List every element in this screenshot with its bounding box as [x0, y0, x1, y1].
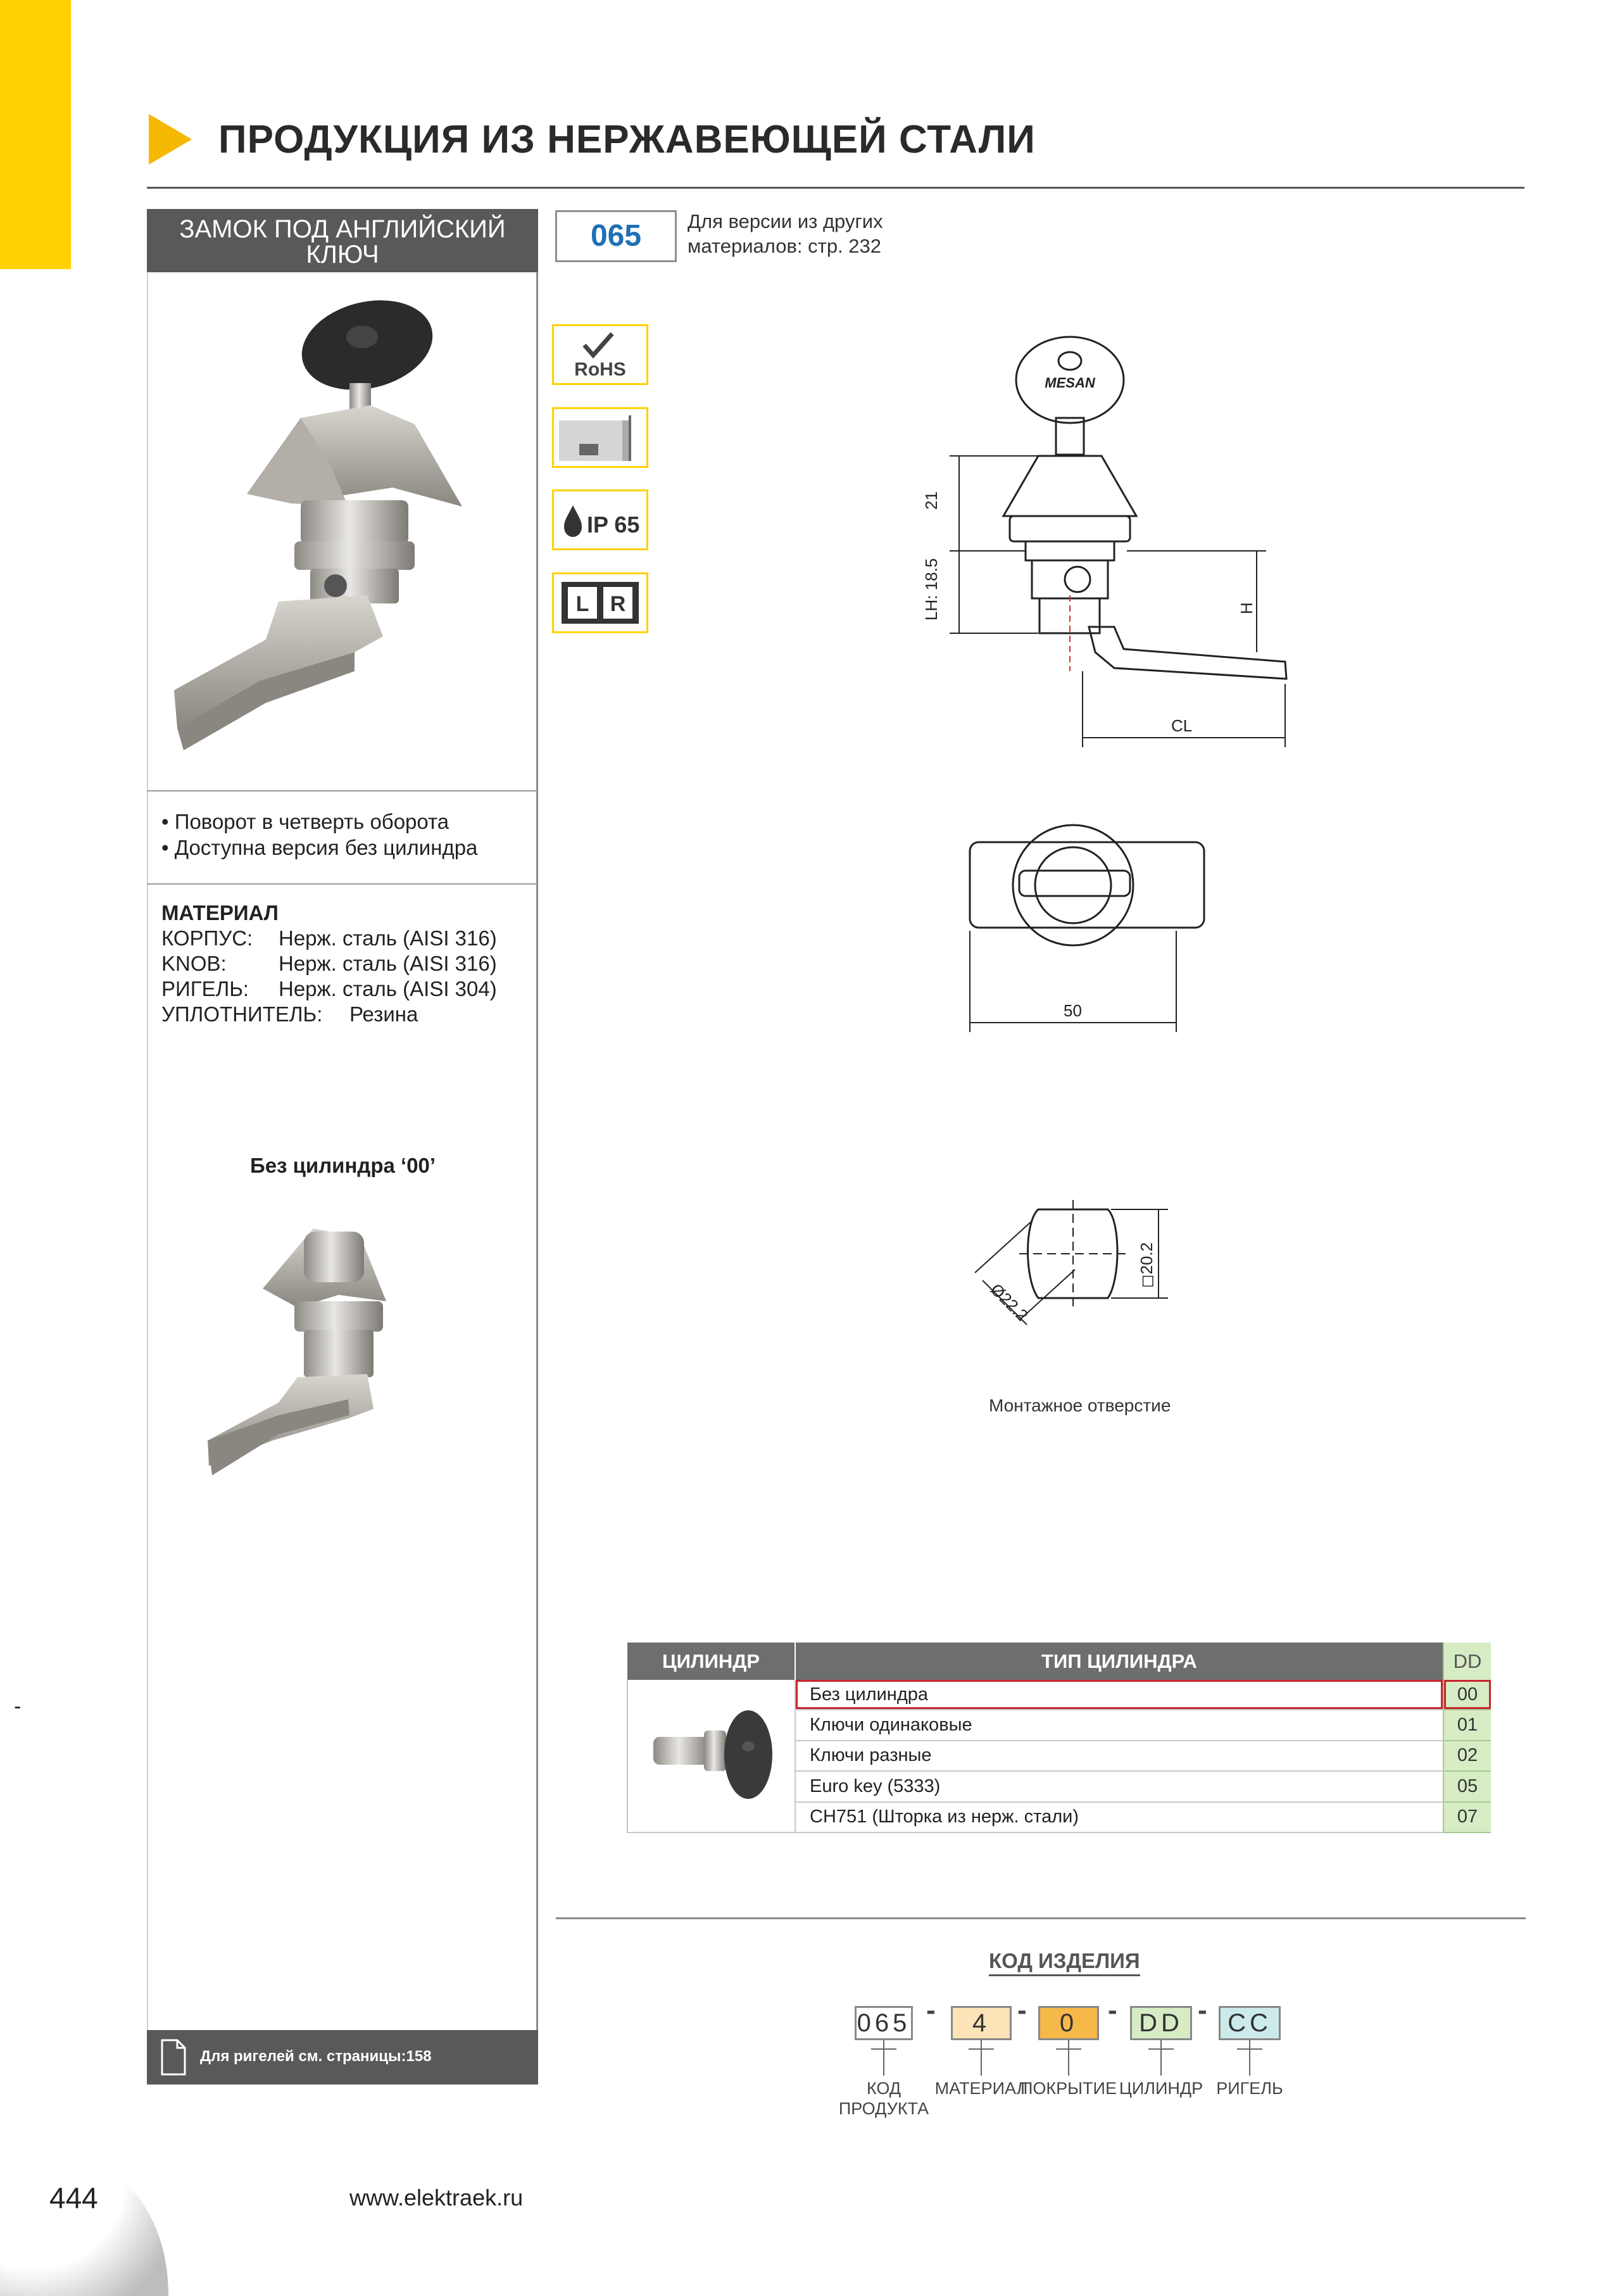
cylinder-code: 01	[1443, 1710, 1491, 1740]
lr-badge	[552, 572, 648, 633]
top-view-drawing	[956, 817, 1222, 1045]
material-value: Нерж. сталь (AISI 316)	[279, 926, 497, 950]
rohs-badge	[552, 324, 648, 385]
right-label: R	[610, 592, 626, 616]
product-name-header	[147, 209, 538, 272]
feature-divider-bottom	[147, 883, 538, 885]
cylinder-code: 02	[1443, 1741, 1491, 1771]
col-code-header: DD	[1443, 1643, 1491, 1680]
code-separator: -	[1108, 1995, 1117, 2026]
code-label-line: ПРОДУКТА	[838, 2099, 929, 2118]
product-photo	[165, 298, 519, 754]
cam-reference-bar	[147, 2030, 538, 2085]
code-label-line: КОД	[866, 2079, 901, 2098]
mounting-hole-caption: Монтажное отверстие	[989, 1396, 1171, 1415]
code-segment-cylinder: DD	[1130, 2006, 1192, 2040]
page-number: 444	[49, 2181, 98, 2214]
rohs-icon	[554, 326, 646, 383]
left-right-icon	[554, 574, 646, 631]
table-header-row	[627, 1643, 1491, 1680]
code-connectors	[848, 2040, 1291, 2078]
cylinder-photo	[628, 1680, 794, 1827]
title-arrow-icon	[149, 114, 192, 165]
no-cylinder-caption: Без цилиндра ‘00’	[250, 1154, 436, 1177]
dim-h: H	[1237, 602, 1256, 614]
cylinder-code: 00	[1443, 1680, 1491, 1710]
material-label: КОРПУС:	[161, 926, 253, 950]
dim-22: Ø22.2	[986, 1279, 1033, 1325]
other-materials-line: материалов: стр. 232	[688, 235, 882, 257]
feature-divider-top	[147, 790, 538, 792]
material-label: KNOB:	[161, 952, 227, 975]
material-row-seal	[161, 1002, 497, 1027]
product-code-box: 065	[555, 210, 677, 262]
code-label-product	[833, 2078, 934, 2119]
col-cylinder-header: ЦИЛИНДР	[627, 1643, 795, 1680]
website-link[interactable]: www.elektraek.ru	[349, 2185, 524, 2211]
code-label-material: МАТЕРИАЛ	[934, 2079, 1028, 2098]
product-name-line2: КЛЮЧ	[306, 241, 379, 268]
material-spec	[161, 900, 497, 1027]
code-label-cylinder: ЦИЛИНДР	[1119, 2079, 1203, 2098]
mounting-hole-drawing	[950, 1184, 1190, 1361]
rohs-label: RoHS	[574, 359, 626, 380]
code-segment-material: 4	[951, 2006, 1012, 2040]
code-section-divider	[556, 1917, 1526, 1919]
left-label: L	[575, 592, 589, 616]
mounting-panel-icon	[554, 409, 646, 466]
cylinder-type: Ключи разные	[795, 1741, 1443, 1771]
code-separator: -	[1017, 1995, 1027, 2026]
material-row-cam	[161, 976, 497, 1002]
cylinder-type: Ключи одинаковые	[795, 1710, 1443, 1740]
side-view-drawing	[912, 329, 1317, 760]
material-value: Нерж. сталь (AISI 304)	[279, 977, 497, 1000]
cylinder-type: CH751 (Шторка из нерж. стали)	[795, 1802, 1443, 1832]
cylinder-photo-cell	[627, 1680, 795, 1832]
title-divider	[147, 187, 1524, 189]
code-label-coating: ПОКРЫТИЕ	[1021, 2079, 1117, 2098]
feature-list	[161, 809, 477, 861]
document-icon	[160, 2039, 186, 2076]
code-segment-product: 065	[855, 2006, 913, 2040]
code-separator: -	[926, 1995, 936, 2026]
code-separator: -	[1198, 1995, 1207, 2026]
dim-21: 21	[922, 491, 941, 510]
cylinder-type: Euro key (5333)	[795, 1771, 1443, 1801]
material-value: Нерж. сталь (AISI 316)	[279, 952, 497, 975]
dim-50: 50	[1064, 1001, 1082, 1020]
material-row-body	[161, 926, 497, 951]
ip-badge	[552, 489, 648, 550]
material-title: МАТЕРИАЛ	[161, 901, 279, 924]
cylinder-code: 05	[1443, 1771, 1491, 1801]
dim-20: ◻20.2	[1137, 1242, 1156, 1289]
cylinder-table	[627, 1643, 1491, 1833]
cylinder-code: 07	[1443, 1802, 1491, 1832]
material-label: РИГЕЛЬ:	[161, 977, 249, 1000]
ip-label: IP 65	[587, 512, 640, 538]
product-name-line1: ЗАМОК ПОД АНГЛИЙСКИЙ	[179, 215, 506, 243]
material-value: Резина	[349, 1002, 418, 1026]
page-title: ПРОДУКЦИЯ ИЗ НЕРЖАВЕЮЩЕЙ СТАЛИ	[218, 118, 1036, 161]
material-row-knob	[161, 951, 497, 976]
ip65-icon	[554, 491, 646, 548]
margin-mark: -	[14, 1694, 22, 1719]
material-label: УПЛОТНИТЕЛЬ:	[161, 1002, 323, 1026]
other-materials-line: Для версии из других	[688, 210, 883, 232]
mounting-badge	[552, 407, 648, 468]
dim-lh: LH: 18.5	[922, 558, 941, 621]
feature-item: • Доступна версия без цилиндра	[161, 836, 478, 859]
col-type-header: ТИП ЦИЛИНДРА	[795, 1643, 1443, 1680]
product-code-title: КОД ИЗДЕЛИЯ	[989, 1949, 1140, 1976]
code-label-cam: РИГЕЛЬ	[1216, 2079, 1283, 2098]
other-materials-note	[688, 209, 883, 258]
code-segment-coating: 0	[1038, 2006, 1099, 2040]
dim-cl: CL	[1171, 716, 1193, 735]
feature-item: • Поворот в четверть оборота	[161, 810, 449, 833]
yellow-accent-bar	[0, 0, 71, 269]
no-cylinder-photo	[203, 1206, 443, 1479]
cam-reference-text: Для ригелей см. страницы:158	[200, 2048, 432, 2065]
code-segment-cam: CC	[1219, 2006, 1281, 2040]
key-brand: MESAN	[1045, 375, 1095, 391]
table-row	[627, 1680, 1491, 1710]
cylinder-type: Без цилиндра	[795, 1680, 1443, 1710]
